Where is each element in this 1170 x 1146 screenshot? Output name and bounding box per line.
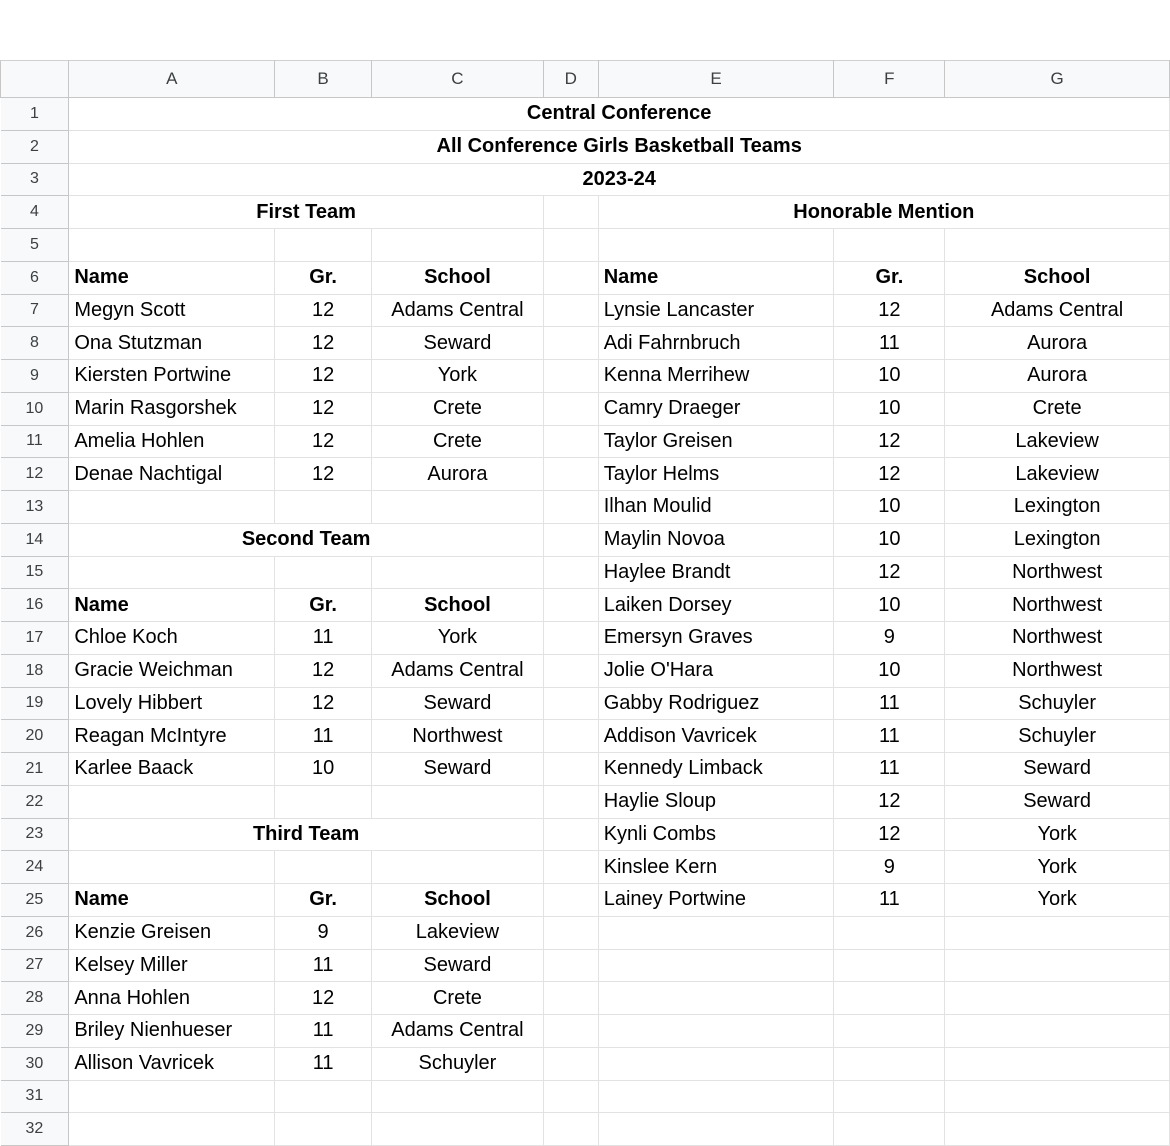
- empty-cell[interactable]: [945, 1080, 1170, 1113]
- sheet-row: [1, 687, 1170, 720]
- second-team-header[interactable]: Second Team: [69, 523, 544, 556]
- data-cell[interactable]: Marin Rasgorshek: [69, 392, 275, 425]
- row-number[interactable]: 18: [1, 654, 69, 687]
- data-cell[interactable]: 12: [275, 654, 372, 687]
- empty-cell[interactable]: [598, 916, 834, 949]
- empty-cell[interactable]: [275, 229, 372, 262]
- data-cell[interactable]: 11: [275, 949, 372, 982]
- data-cell[interactable]: Schuyler: [945, 720, 1170, 753]
- data-cell[interactable]: 12: [834, 556, 945, 589]
- data-cell[interactable]: Northwest: [945, 589, 1170, 622]
- empty-cell[interactable]: [371, 785, 543, 818]
- data-cell[interactable]: Adams Central: [371, 294, 543, 327]
- column-label-cell[interactable]: Gr.: [834, 261, 945, 294]
- row-number[interactable]: 2: [1, 130, 69, 163]
- data-cell[interactable]: Kennedy Limback: [598, 753, 834, 786]
- select-all-corner[interactable]: [1, 61, 69, 98]
- data-cell[interactable]: 10: [834, 523, 945, 556]
- row-number[interactable]: 23: [1, 818, 69, 851]
- empty-cell[interactable]: [543, 229, 598, 262]
- data-cell[interactable]: Taylor Helms: [598, 458, 834, 491]
- empty-cell[interactable]: [543, 1015, 598, 1048]
- data-cell[interactable]: 12: [275, 425, 372, 458]
- data-cell[interactable]: 12: [834, 785, 945, 818]
- empty-cell[interactable]: [275, 1080, 372, 1113]
- row-number[interactable]: 15: [1, 556, 69, 589]
- data-cell[interactable]: Adi Fahrnbruch: [598, 327, 834, 360]
- empty-cell[interactable]: [543, 523, 598, 556]
- data-cell[interactable]: Camry Draeger: [598, 392, 834, 425]
- empty-cell[interactable]: [69, 491, 275, 524]
- sheet-row: [1, 523, 1170, 556]
- column-header-f[interactable]: F: [834, 61, 945, 98]
- data-cell[interactable]: Seward: [371, 687, 543, 720]
- empty-cell[interactable]: [69, 1113, 275, 1146]
- third-team-header[interactable]: Third Team: [69, 818, 544, 851]
- empty-cell[interactable]: [275, 1113, 372, 1146]
- empty-cell[interactable]: [945, 1015, 1170, 1048]
- empty-cell[interactable]: [69, 785, 275, 818]
- data-cell[interactable]: York: [371, 360, 543, 393]
- data-cell[interactable]: Lynsie Lancaster: [598, 294, 834, 327]
- empty-cell[interactable]: [543, 327, 598, 360]
- row-number[interactable]: 27: [1, 949, 69, 982]
- sheet-row: [1, 425, 1170, 458]
- empty-cell[interactable]: [543, 785, 598, 818]
- row-number[interactable]: 28: [1, 982, 69, 1015]
- data-cell[interactable]: Denae Nachtigal: [69, 458, 275, 491]
- empty-cell[interactable]: [275, 491, 372, 524]
- data-cell[interactable]: York: [371, 622, 543, 655]
- row-number[interactable]: 30: [1, 1047, 69, 1080]
- data-cell[interactable]: Northwest: [371, 720, 543, 753]
- empty-cell[interactable]: [598, 229, 834, 262]
- data-cell[interactable]: 12: [275, 360, 372, 393]
- spreadsheet: [0, 60, 1170, 1146]
- sheet-row: [1, 884, 1170, 917]
- data-cell[interactable]: Jolie O'Hara: [598, 654, 834, 687]
- data-cell[interactable]: Northwest: [945, 556, 1170, 589]
- empty-cell[interactable]: [371, 229, 543, 262]
- data-cell[interactable]: Kelsey Miller: [69, 949, 275, 982]
- data-cell[interactable]: 11: [834, 687, 945, 720]
- data-cell[interactable]: 9: [834, 622, 945, 655]
- sheet-row: [1, 556, 1170, 589]
- empty-cell[interactable]: [543, 294, 598, 327]
- data-cell[interactable]: Seward: [371, 949, 543, 982]
- data-cell[interactable]: Lainey Portwine: [598, 884, 834, 917]
- sheet-row: [1, 753, 1170, 786]
- sheet-row: [1, 654, 1170, 687]
- data-cell[interactable]: Ona Stutzman: [69, 327, 275, 360]
- data-cell[interactable]: 11: [275, 622, 372, 655]
- row-number[interactable]: 26: [1, 916, 69, 949]
- empty-cell[interactable]: [371, 556, 543, 589]
- data-cell[interactable]: Briley Nienhueser: [69, 1015, 275, 1048]
- empty-cell[interactable]: [543, 1047, 598, 1080]
- data-cell[interactable]: Lakeview: [371, 916, 543, 949]
- empty-cell[interactable]: [598, 1047, 834, 1080]
- empty-cell[interactable]: [834, 1015, 945, 1048]
- sheet-row: [1, 1015, 1170, 1048]
- row-number[interactable]: 7: [1, 294, 69, 327]
- empty-cell[interactable]: [543, 949, 598, 982]
- sheet-row: [1, 163, 1170, 196]
- data-cell[interactable]: Crete: [371, 392, 543, 425]
- data-cell[interactable]: York: [945, 851, 1170, 884]
- data-cell[interactable]: Kenzie Greisen: [69, 916, 275, 949]
- data-cell[interactable]: Laiken Dorsey: [598, 589, 834, 622]
- data-cell[interactable]: Northwest: [945, 622, 1170, 655]
- empty-cell[interactable]: [834, 1080, 945, 1113]
- data-cell[interactable]: Taylor Greisen: [598, 425, 834, 458]
- empty-cell[interactable]: [371, 1080, 543, 1113]
- data-cell[interactable]: Lakeview: [945, 425, 1170, 458]
- row-number[interactable]: 13: [1, 491, 69, 524]
- sheet-row: [1, 949, 1170, 982]
- empty-cell[interactable]: [598, 949, 834, 982]
- sheet-row: [1, 261, 1170, 294]
- title-subtitle[interactable]: All Conference Girls Basketball Teams: [69, 130, 1170, 163]
- empty-cell[interactable]: [543, 360, 598, 393]
- empty-cell[interactable]: [598, 1113, 834, 1146]
- empty-cell[interactable]: [275, 851, 372, 884]
- data-cell[interactable]: 12: [834, 458, 945, 491]
- data-cell[interactable]: Megyn Scott: [69, 294, 275, 327]
- data-cell[interactable]: 10: [834, 392, 945, 425]
- sheet-row: [1, 327, 1170, 360]
- column-label-cell[interactable]: School: [371, 589, 543, 622]
- data-cell[interactable]: Haylee Brandt: [598, 556, 834, 589]
- sheet-row: [1, 1080, 1170, 1113]
- sheet-row: [1, 196, 1170, 229]
- data-cell[interactable]: Kynli Combs: [598, 818, 834, 851]
- empty-cell[interactable]: [945, 982, 1170, 1015]
- sheet-row: [1, 1047, 1170, 1080]
- sheet-row: [1, 1113, 1170, 1146]
- row-number[interactable]: 31: [1, 1080, 69, 1113]
- column-label-cell[interactable]: Name: [69, 589, 275, 622]
- empty-cell[interactable]: [543, 884, 598, 917]
- empty-cell[interactable]: [543, 589, 598, 622]
- data-cell[interactable]: 10: [834, 360, 945, 393]
- data-cell[interactable]: 12: [275, 458, 372, 491]
- column-header-a[interactable]: A: [69, 61, 275, 98]
- column-label-cell[interactable]: Gr.: [275, 261, 372, 294]
- row-number[interactable]: 21: [1, 753, 69, 786]
- empty-cell[interactable]: [543, 916, 598, 949]
- row-number[interactable]: 17: [1, 622, 69, 655]
- data-cell[interactable]: Maylin Novoa: [598, 523, 834, 556]
- column-label-cell[interactable]: Name: [69, 261, 275, 294]
- sheet-row: [1, 130, 1170, 163]
- row-number[interactable]: 19: [1, 687, 69, 720]
- honorable-mention-header[interactable]: Honorable Mention: [598, 196, 1169, 229]
- empty-cell[interactable]: [543, 1113, 598, 1146]
- empty-cell[interactable]: [543, 556, 598, 589]
- sheet-row: [1, 360, 1170, 393]
- data-cell[interactable]: Gracie Weichman: [69, 654, 275, 687]
- empty-cell[interactable]: [543, 753, 598, 786]
- data-cell[interactable]: Addison Vavricek: [598, 720, 834, 753]
- column-label-cell[interactable]: School: [371, 884, 543, 917]
- data-cell[interactable]: Adams Central: [371, 1015, 543, 1048]
- empty-cell[interactable]: [945, 1047, 1170, 1080]
- sheet-row: [1, 98, 1170, 131]
- empty-cell[interactable]: [834, 1113, 945, 1146]
- data-cell[interactable]: Northwest: [945, 654, 1170, 687]
- row-number[interactable]: 20: [1, 720, 69, 753]
- empty-cell[interactable]: [543, 654, 598, 687]
- data-cell[interactable]: 12: [834, 294, 945, 327]
- empty-cell[interactable]: [543, 261, 598, 294]
- column-header-b[interactable]: B: [275, 61, 372, 98]
- empty-cell[interactable]: [834, 916, 945, 949]
- data-cell[interactable]: 9: [275, 916, 372, 949]
- data-cell[interactable]: Aurora: [945, 360, 1170, 393]
- data-cell[interactable]: Kinslee Kern: [598, 851, 834, 884]
- data-cell[interactable]: Emersyn Graves: [598, 622, 834, 655]
- data-cell[interactable]: 11: [275, 1047, 372, 1080]
- data-cell[interactable]: Aurora: [945, 327, 1170, 360]
- empty-cell[interactable]: [543, 622, 598, 655]
- empty-cell[interactable]: [69, 556, 275, 589]
- data-cell[interactable]: Kenna Merrihew: [598, 360, 834, 393]
- sheet-row: [1, 916, 1170, 949]
- sheet-row: [1, 392, 1170, 425]
- data-cell[interactable]: 9: [834, 851, 945, 884]
- data-cell[interactable]: Chloe Koch: [69, 622, 275, 655]
- data-cell[interactable]: 12: [834, 425, 945, 458]
- sheet-row: [1, 720, 1170, 753]
- sheet-row: [1, 785, 1170, 818]
- data-cell[interactable]: Adams Central: [371, 654, 543, 687]
- data-cell[interactable]: Lakeview: [945, 458, 1170, 491]
- data-cell[interactable]: Seward: [945, 753, 1170, 786]
- title-conference[interactable]: Central Conference: [69, 98, 1170, 131]
- data-cell[interactable]: 12: [834, 818, 945, 851]
- empty-cell[interactable]: [275, 785, 372, 818]
- data-cell[interactable]: 11: [275, 720, 372, 753]
- data-cell[interactable]: Anna Hohlen: [69, 982, 275, 1015]
- empty-cell[interactable]: [543, 425, 598, 458]
- column-label-cell[interactable]: School: [945, 261, 1170, 294]
- data-cell[interactable]: Seward: [371, 327, 543, 360]
- data-cell[interactable]: 10: [834, 654, 945, 687]
- row-number[interactable]: 14: [1, 523, 69, 556]
- data-cell[interactable]: Seward: [371, 753, 543, 786]
- empty-cell[interactable]: [945, 916, 1170, 949]
- data-cell[interactable]: 12: [275, 687, 372, 720]
- row-number[interactable]: 32: [1, 1113, 69, 1146]
- sheet-row: [1, 294, 1170, 327]
- empty-cell[interactable]: [543, 1080, 598, 1113]
- data-cell[interactable]: 10: [834, 491, 945, 524]
- empty-cell[interactable]: [543, 196, 598, 229]
- data-cell[interactable]: Crete: [371, 425, 543, 458]
- sheet-row: [1, 229, 1170, 262]
- data-cell[interactable]: Amelia Hohlen: [69, 425, 275, 458]
- title-season[interactable]: 2023-24: [69, 163, 1170, 196]
- column-header-d[interactable]: D: [543, 61, 598, 98]
- row-number[interactable]: 22: [1, 785, 69, 818]
- empty-cell[interactable]: [371, 1113, 543, 1146]
- empty-cell[interactable]: [834, 229, 945, 262]
- row-number[interactable]: 6: [1, 261, 69, 294]
- data-cell[interactable]: 11: [834, 327, 945, 360]
- row-number[interactable]: 16: [1, 589, 69, 622]
- column-label-cell[interactable]: School: [371, 261, 543, 294]
- row-number[interactable]: 9: [1, 360, 69, 393]
- data-cell[interactable]: 12: [275, 294, 372, 327]
- column-header-c[interactable]: C: [371, 61, 543, 98]
- sheet-row: [1, 622, 1170, 655]
- empty-cell[interactable]: [275, 556, 372, 589]
- empty-cell[interactable]: [543, 687, 598, 720]
- data-cell[interactable]: Ilhan Moulid: [598, 491, 834, 524]
- data-cell[interactable]: Lovely Hibbert: [69, 687, 275, 720]
- data-cell[interactable]: Schuyler: [371, 1047, 543, 1080]
- data-cell[interactable]: Karlee Baack: [69, 753, 275, 786]
- empty-cell[interactable]: [598, 1080, 834, 1113]
- data-cell[interactable]: Allison Vavricek: [69, 1047, 275, 1080]
- data-cell[interactable]: York: [945, 818, 1170, 851]
- data-cell[interactable]: 11: [275, 1015, 372, 1048]
- empty-cell[interactable]: [543, 982, 598, 1015]
- row-number[interactable]: 5: [1, 229, 69, 262]
- empty-cell[interactable]: [543, 458, 598, 491]
- data-cell[interactable]: 12: [275, 392, 372, 425]
- empty-cell[interactable]: [834, 1047, 945, 1080]
- empty-cell[interactable]: [371, 851, 543, 884]
- empty-cell[interactable]: [543, 818, 598, 851]
- data-cell[interactable]: Kiersten Portwine: [69, 360, 275, 393]
- data-cell[interactable]: Aurora: [371, 458, 543, 491]
- sheet-row: [1, 458, 1170, 491]
- data-cell[interactable]: Haylie Sloup: [598, 785, 834, 818]
- empty-cell[interactable]: [69, 851, 275, 884]
- row-number[interactable]: 10: [1, 392, 69, 425]
- empty-cell[interactable]: [69, 229, 275, 262]
- column-label-cell[interactable]: Gr.: [275, 884, 372, 917]
- sheet-row: [1, 982, 1170, 1015]
- column-label-cell[interactable]: Gr.: [275, 589, 372, 622]
- spreadsheet-grid: [0, 60, 1170, 1146]
- row-number[interactable]: 11: [1, 425, 69, 458]
- sheet-row: [1, 589, 1170, 622]
- sheet-row: [1, 491, 1170, 524]
- data-cell[interactable]: 12: [275, 982, 372, 1015]
- data-cell[interactable]: Lexington: [945, 523, 1170, 556]
- data-cell[interactable]: 11: [834, 884, 945, 917]
- empty-cell[interactable]: [945, 949, 1170, 982]
- empty-cell[interactable]: [69, 1080, 275, 1113]
- sheet-row: [1, 818, 1170, 851]
- data-cell[interactable]: Adams Central: [945, 294, 1170, 327]
- empty-cell[interactable]: [543, 392, 598, 425]
- first-team-header[interactable]: First Team: [69, 196, 544, 229]
- row-number[interactable]: 1: [1, 98, 69, 131]
- empty-cell[interactable]: [945, 229, 1170, 262]
- data-cell[interactable]: Crete: [371, 982, 543, 1015]
- empty-cell[interactable]: [598, 982, 834, 1015]
- row-number[interactable]: 8: [1, 327, 69, 360]
- empty-cell[interactable]: [598, 1015, 834, 1048]
- column-label-cell[interactable]: Name: [69, 884, 275, 917]
- column-header-g[interactable]: G: [945, 61, 1170, 98]
- column-header-e[interactable]: E: [598, 61, 834, 98]
- data-cell[interactable]: Reagan McIntyre: [69, 720, 275, 753]
- sheet-row: [1, 851, 1170, 884]
- row-number[interactable]: 12: [1, 458, 69, 491]
- data-cell[interactable]: 10: [834, 589, 945, 622]
- data-cell[interactable]: Lexington: [945, 491, 1170, 524]
- row-number[interactable]: 29: [1, 1015, 69, 1048]
- empty-cell[interactable]: [834, 982, 945, 1015]
- data-cell[interactable]: 11: [834, 720, 945, 753]
- data-cell[interactable]: 12: [275, 327, 372, 360]
- row-number[interactable]: 4: [1, 196, 69, 229]
- row-number[interactable]: 3: [1, 163, 69, 196]
- row-number[interactable]: 24: [1, 851, 69, 884]
- empty-cell[interactable]: [834, 949, 945, 982]
- empty-cell[interactable]: [543, 851, 598, 884]
- data-cell[interactable]: 11: [834, 753, 945, 786]
- data-cell[interactable]: Schuyler: [945, 687, 1170, 720]
- data-cell[interactable]: 10: [275, 753, 372, 786]
- empty-cell[interactable]: [945, 1113, 1170, 1146]
- data-cell[interactable]: Crete: [945, 392, 1170, 425]
- row-number[interactable]: 25: [1, 884, 69, 917]
- column-label-cell[interactable]: Name: [598, 261, 834, 294]
- empty-cell[interactable]: [543, 720, 598, 753]
- data-cell[interactable]: York: [945, 884, 1170, 917]
- data-cell[interactable]: Seward: [945, 785, 1170, 818]
- data-cell[interactable]: Gabby Rodriguez: [598, 687, 834, 720]
- empty-cell[interactable]: [543, 491, 598, 524]
- empty-cell[interactable]: [371, 491, 543, 524]
